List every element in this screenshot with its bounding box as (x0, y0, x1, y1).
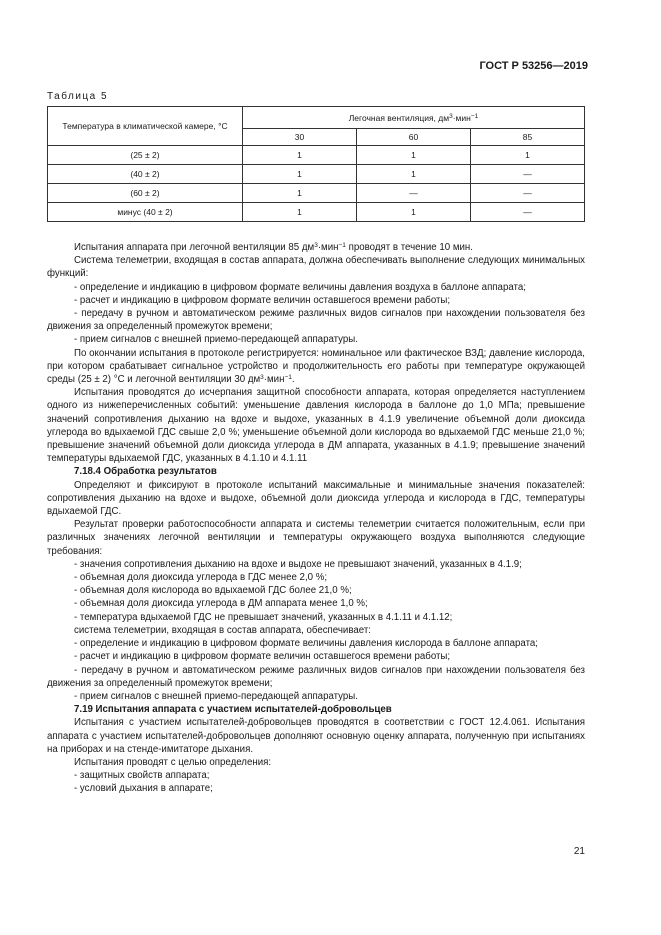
table-cell: (25 ± 2) (48, 146, 243, 165)
section-heading: 7.18.4 Обработка результатов (74, 466, 217, 478)
table-cell: — (471, 184, 585, 203)
table-cell: — (471, 165, 585, 184)
table-row (48, 184, 585, 203)
ventilation-value-30: 30 (243, 129, 357, 146)
list-item: - объемная доля кислорода во вдыхаемой ГДС более 21,0 %; (74, 585, 352, 597)
ventilation-column-header: Легочная вентиляция, $дм^3\cdot мин^{-1}$ (243, 107, 585, 129)
list-item: - прием сигналов с внешней приемо-передающей аппаратуры. (74, 334, 358, 346)
list-item: - определение и индикацию в цифровом формате величины давления кислорода в баллоне аппарата; (74, 638, 538, 650)
body-text (47, 241, 585, 796)
table-cell: 1 (471, 146, 585, 165)
list-item: - расчет и индикацию в цифровом формате величин оставшегося времени работы; (74, 294, 451, 306)
paragraph: По окончании испытания в протоколе регистрируется: номинальное или фактическое ВЗД; давление кислорода, при котором срабатывает сигнальное устройство и продолжительность его работы при температуре окружающей среды (25 ± 2) °С и легочной вентиляции 30 $дм^3\cdot мин^{-1}$. (47, 347, 585, 386)
table-cell: — (471, 203, 585, 222)
table-row (48, 165, 585, 184)
list-item: - расчет и индикацию в цифровом формате величин оставшегося времени работы; (74, 651, 451, 663)
list-item: - прием сигналов с внешней приемо-передающей аппаратуры. (74, 690, 358, 702)
table-row (48, 146, 585, 165)
list-item: - значения сопротивления дыханию на вдохе и выдохе не превышают значений, указанных в 4.1.9; (74, 558, 522, 570)
paragraph: система телеметрии, входящая в состав аппарата, обеспечивает: (74, 624, 371, 636)
section-heading: 7.19 Испытания аппарата с участием испытателей-добровольцев (74, 704, 392, 716)
ventilation-value-60: 60 (357, 129, 471, 146)
table-cell: 1 (357, 165, 471, 184)
list-item: - определение и индикацию в цифровом формате величины давления воздуха в баллоне аппарата; (74, 281, 526, 293)
table-cell: (40 ± 2) (48, 165, 243, 184)
table-cell: 1 (243, 146, 357, 165)
table-cell: 1 (243, 184, 357, 203)
list-item: - передачу в ручном и автоматическом режиме различных видов сигналов при нахождении пользователя без движения за определенный промежуток времени; (47, 308, 585, 333)
ventilation-value-85: 85 (471, 129, 585, 146)
table-row (48, 203, 585, 222)
table-cell: минус (40 ± 2) (48, 203, 243, 222)
list-item: - условий дыхания в аппарате; (74, 783, 213, 795)
list-item: - объемная доля диоксида углерода в ДМ аппарата менее 1,0 %; (74, 598, 368, 610)
table-cell: (60 ± 2) (48, 184, 243, 203)
paragraph: Система телеметрии, входящая в состав аппарата, должна обеспечивать выполнение следующих минимальных функций: (47, 255, 585, 280)
page-number: 21 (573, 846, 585, 857)
list-item: - передачу в ручном и автоматическом режиме различных видов сигналов при нахождении пользователя без движения за определенный промежуток времени; (47, 664, 585, 689)
temperature-column-header: Температура в климатической камере, °С (48, 107, 243, 146)
paragraph: Результат проверки работоспособности аппарата и системы телеметрии считается положительным, если при различных значениях легочной вентиляции и температуры окружающего воздуха выполняются следующие требования: (47, 519, 585, 557)
table-caption: Таблица 5 (47, 91, 109, 102)
paragraph: Определяют и фиксируют в протоколе испытаний максимальные и минимальные значения показателей: сопротивления дыханию на вдохе и выдохе, объемной доли диоксида углерода и кислорода в ГДС, температуры вдыхаемой ГДС. (47, 479, 585, 518)
table-cell: 1 (243, 165, 357, 184)
document-code: ГОСТ Р 53256—2019 (479, 60, 588, 72)
table-cell: 1 (357, 203, 471, 222)
paragraph: Испытания с участием испытателей-добровольцев проводятся в соответствии с ГОСТ 12.4.061. Испытания аппарата с участием испытателей-добровольцев дополняют основную оценку аппарата, полученную при испытаниях на приборах и на стенде-имитаторе дыхания. (47, 717, 585, 755)
ventilation-table (47, 106, 585, 222)
list-item: - объемная доля диоксида углерода в ГДС менее 2,0 %; (74, 572, 328, 584)
paragraph: Испытания аппарата при легочной вентиляции 85 $дм^3\cdot мин^{-1}$ проводят в течение 10 мин. (74, 242, 473, 253)
paragraph: Испытания проводят с целью определения: (74, 756, 272, 768)
list-item: - защитных свойств аппарата; (74, 770, 210, 782)
list-item: - температура вдыхаемой ГДС не превышает значений, указанных в 4.1.11 и 4.1.12; (74, 611, 453, 623)
table-cell: — (357, 184, 471, 203)
table-cell: 1 (357, 146, 471, 165)
paragraph: Испытания проводятся до исчерпания защитной способности аппарата, которая определяется наступлением одного из нижеперечисленных событий: уменьшение давления кислорода в баллоне до 1,0 МПа; превышение значений сопротивления дыханию на вдохе и выдохе, указанных в 4.1.9 увеличение объемной доли диоксида углерода во вдыхаемой ГДС свыше 2,0 %; уменьшение объемной доли кислорода во вдыхаемой ГДС меньше 21,0 %; превышение значений объемной доли диоксида углерода в ДМ аппарата, указанных в 4.1.9; превышение значений температуры вдыхаемой ГДС, указанных в 4.1.10 и 4.1.11 (47, 387, 585, 465)
table-cell: 1 (243, 203, 357, 222)
